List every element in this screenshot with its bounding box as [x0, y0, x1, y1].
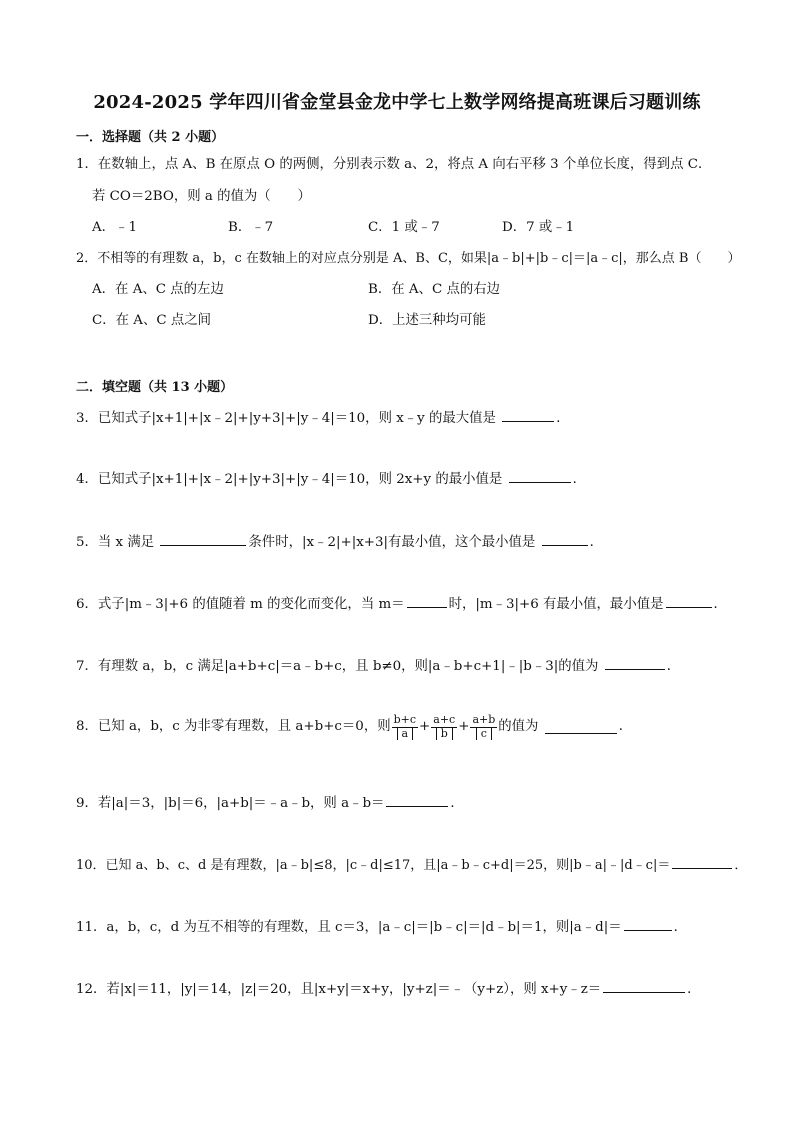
question-2-option-c: C．在 A、C 点之间 — [92, 313, 212, 328]
plus-sign-2: + — [458, 718, 470, 734]
question-6-end: ． — [713, 597, 727, 612]
question-1-option-b: B．﹣7 — [228, 220, 274, 235]
section-multiple-choice-heading: 一．选择题（共 2 小题） — [76, 130, 225, 145]
fraction-2 — [431, 714, 457, 740]
question-10-text: 10．已知 a、b、c、d 是有理数，|a﹣b|≤8，|c﹣d|≤17，且|a﹣b﹣c+d|＝25，则|b﹣a|﹣|d﹣c|＝ — [76, 858, 671, 873]
question-2-option-b: B．在 A、C 点的右边 — [368, 282, 501, 297]
question-3-text: 3．已知式子|x+1|+|x﹣2|+|y+3|+|y﹣4|＝10，则 x﹣y 的最大值是 — [76, 411, 496, 426]
question-8-text: 8．已知 a，b，c 为非零有理数，且 a+b+c＝0，则 — [76, 718, 391, 734]
fraction-2-numerator: a+c — [433, 713, 456, 726]
fraction-1-denominator: a — [397, 727, 414, 740]
question-9 — [76, 794, 464, 810]
question-8 — [76, 714, 632, 740]
question-6-text-1: 6．式子|m﹣3|+6 的值随着 m 的变化而变化，当 m＝ — [76, 597, 405, 612]
question-4-end: ． — [572, 472, 586, 487]
question-11-end: ． — [673, 920, 687, 935]
question-7 — [76, 657, 680, 673]
question-10-answer-blank[interactable] — [672, 856, 732, 869]
question-10-end: ． — [734, 858, 748, 873]
question-10 — [76, 856, 747, 872]
section-fill-in-heading: 二．填空题（共 13 小题） — [76, 380, 234, 395]
question-3-end: ． — [556, 411, 570, 426]
question-6-m-blank[interactable] — [407, 595, 447, 608]
fraction-3-denominator: c — [476, 727, 492, 740]
question-5-text-1: 5．当 x 满足 — [76, 535, 155, 550]
question-5-condition-blank[interactable] — [160, 533, 246, 546]
question-8-end: ． — [618, 718, 633, 734]
document-title: 2024-2025 学年四川省金堂县金龙中学七上数学网络提高班课后习题训练 — [93, 92, 701, 113]
question-5 — [76, 533, 603, 549]
question-3 — [76, 409, 570, 425]
question-3-answer-blank[interactable] — [502, 409, 554, 422]
question-12-text: 12．若|x|＝11，|y|＝14，|z|＝20，且|x+y|＝x+y，|y+z|＝﹣（y+z），则 x+y﹣z＝ — [76, 982, 602, 997]
question-1-option-a: A．﹣1 — [92, 220, 137, 235]
question-7-end: ． — [666, 659, 681, 674]
question-2-line-1: 2．不相等的有理数 a，b，c 在数轴上的对应点分别是 A、B、C，如果|a﹣b|+|b﹣c|＝|a﹣c|，那么点 B（ ） — [76, 251, 741, 266]
question-12-end: ． — [687, 982, 701, 997]
question-1-option-c: C．1 或﹣7 — [368, 220, 440, 235]
question-7-text: 7．有理数 a，b，c 满足|a+b+c|＝a﹣b+c，且 b≠0，则|a﹣b+c+1|﹣|b﹣3|的值为 — [76, 659, 599, 674]
fraction-2-denominator: b — [436, 727, 453, 740]
question-6-text-2: 时，|m﹣3|+6 有最小值，最小值是 — [448, 597, 664, 612]
fraction-1-numerator: b+c — [393, 713, 417, 726]
question-2-option-a: A．在 A、C 点的左边 — [92, 282, 224, 297]
question-9-end: ． — [450, 796, 464, 811]
question-8-text-2: 的值为 — [498, 718, 539, 734]
question-4-answer-blank[interactable] — [509, 470, 571, 483]
question-4-text: 4．已知式子|x+1|+|x﹣2|+|y+3|+|y﹣4|＝10，则 2x+y 的最小值是 — [76, 472, 503, 487]
question-5-text-2: 条件时，|x﹣2|+|x+3|有最小值，这个最小值是 — [248, 535, 536, 550]
plus-sign-1: + — [419, 718, 431, 734]
question-11-text: 11．a，b，c，d 为互不相等的有理数，且 c＝3，|a﹣c|＝|b﹣c|＝|d﹣b|＝1，则|a﹣d|＝ — [76, 920, 622, 935]
question-5-end: ． — [589, 535, 603, 550]
fraction-3 — [470, 714, 497, 740]
question-4 — [76, 470, 586, 486]
question-1-option-d: D．7 或﹣1 — [502, 220, 575, 235]
fraction-3-numerator: a+b — [472, 713, 496, 726]
question-2-option-d: D．上述三种均可能 — [368, 313, 486, 328]
question-6-minimum-blank[interactable] — [666, 595, 712, 608]
question-12 — [76, 980, 701, 996]
question-8-answer-blank[interactable] — [545, 721, 617, 734]
question-9-answer-blank[interactable] — [386, 794, 448, 807]
question-9-text: 9．若|a|＝3，|b|＝6，|a+b|＝﹣a﹣b，则 a﹣b＝ — [76, 796, 385, 811]
question-5-minimum-blank[interactable] — [542, 533, 588, 546]
question-12-answer-blank[interactable] — [603, 980, 685, 993]
question-6 — [76, 595, 727, 611]
question-11 — [76, 918, 687, 934]
fraction-1 — [392, 714, 418, 740]
question-11-answer-blank[interactable] — [624, 918, 672, 931]
question-7-answer-blank[interactable] — [605, 657, 665, 670]
question-1-line-2: 若 CO＝2BO，则 a 的值为（ ） — [92, 189, 311, 204]
question-1-line-1: 1．在数轴上，点 A、B 在原点 O 的两侧，分别表示数 a、2，将点 A 向右平移 3 个单位长度，得到点 C． — [76, 157, 712, 172]
